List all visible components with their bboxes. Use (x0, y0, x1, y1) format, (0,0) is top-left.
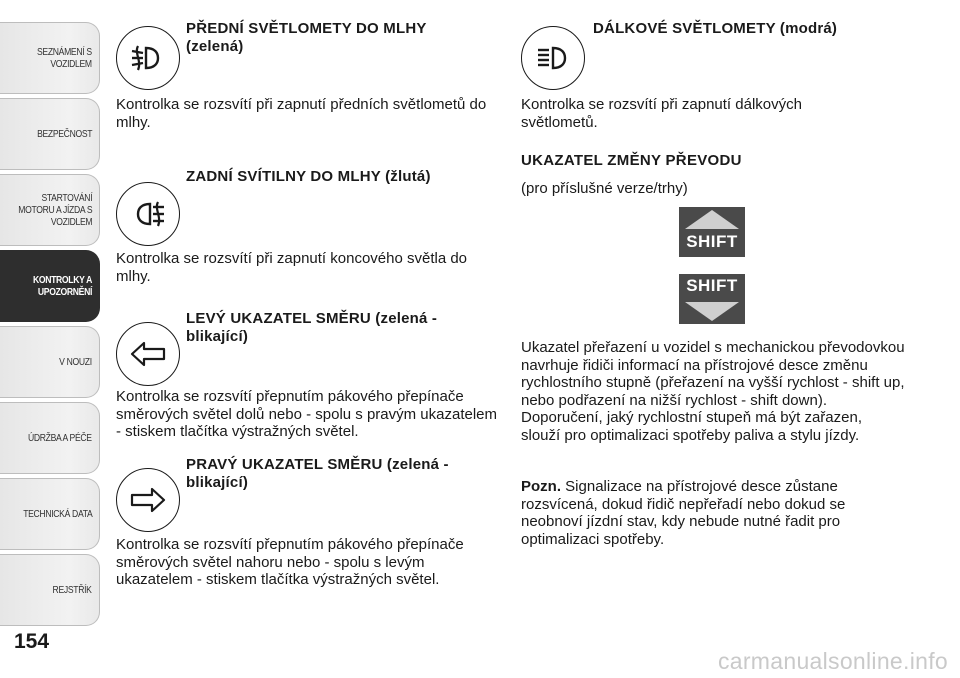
shift-down-arrow-icon (679, 300, 745, 322)
gear-shift-heading: UKAZATEL ZMĚNY PŘEVODU (521, 152, 742, 169)
front-fog-title: PŘEDNÍ SVĚTLOMETY DO MLHY (186, 20, 427, 37)
tab-v-nouzi[interactable]: V NOUZI (0, 326, 100, 398)
shift-down-indicator (679, 274, 745, 324)
rear-fog-lamp-icon (116, 182, 180, 246)
right-turn-title: PRAVÝ UKAZATEL SMĚRU (186, 456, 383, 473)
right-arrow-icon (116, 468, 180, 532)
tab-seznameni[interactable]: SEZNÁMENÍ S VOZIDLEM (0, 22, 100, 94)
tab-kontrolky-active[interactable]: KONTROLKY A UPOZORNĚNÍ (0, 250, 100, 322)
watermark: carmanualsonline.info (717, 648, 948, 674)
gear-shift-note: (pro příslušné verze/trhy) (521, 180, 688, 197)
pozn-paragraph (521, 478, 905, 548)
left-turn-color: (zelená - blikající) (186, 310, 438, 345)
pozn-text: Signalizace na přístrojové desce zůstane rozsvícená, dokud řidič nepřeřadí nebo dokud se neobnoví jízdní stav, kdy nebude nutné řadit pro optimalizaci spotřeby. (521, 478, 846, 548)
shift-up-label: SHIFT (686, 232, 738, 251)
high-beam-color: (modrá) (779, 20, 838, 37)
left-turn-title: LEVÝ UKAZATEL SMĚRU (186, 310, 371, 327)
front-fog-text: Kontrolka se rozsvítí při zapnutí předních světlometů do mlhy. (116, 96, 487, 131)
tab-bezpecnost[interactable]: BEZPEČNOST (0, 98, 100, 170)
high-beam-text: Kontrolka se rozsvítí při zapnutí dálkových světlometů. (521, 96, 802, 131)
left-arrow-icon (116, 322, 180, 386)
right-turn-entry (116, 456, 502, 600)
high-beam-title: DÁLKOVÉ SVĚTLOMETY (593, 20, 776, 37)
right-turn-text: Kontrolka se rozsvítí přepnutím pákového přepínače směrových světel nahoru nebo - spolu s levým ukazatelem - stiskem tlačítka výstražných světel. (116, 536, 464, 588)
rear-fog-color: (žlutá) (385, 168, 431, 185)
rear-fog-title: ZADNÍ SVÍTILNY DO MLHY (186, 168, 381, 185)
shift-down-label: SHIFT (686, 276, 738, 295)
gear-shift-text: Ukazatel přeřazení u vozidel s mechanickou převodovkou navrhuje řidiči informací na přístrojové desce změnu rychlostního stupně (přeřazení na vyšší rychlost - shift up, nebo podřazení na nižší rychlost - shift down). Doporučení, jaký rychlostní stupeň má být zařazen, slouží pro optimalizaci spotřeby paliva a stylu jízdy. (521, 339, 905, 444)
tab-technicka-data[interactable]: TECHNICKÁ DATA (0, 478, 100, 550)
high-beam-icon (521, 26, 585, 90)
tab-rejstrik[interactable]: REJSTŘÍK (0, 554, 100, 626)
left-column (116, 16, 502, 600)
rear-fog-entry (116, 168, 502, 314)
tab-udrzba[interactable]: ÚDRŽBA A PÉČE (0, 402, 100, 474)
front-fog-color: (zelená) (186, 37, 244, 55)
left-turn-entry (116, 310, 502, 460)
pozn-label: Pozn. (521, 478, 561, 495)
rear-fog-text: Kontrolka se rozsvítí při zapnutí koncového světla do mlhy. (116, 250, 468, 285)
left-turn-text: Kontrolka se rozsvítí přepnutím pákového přepínače směrových světel dolů nebo - spolu s pravým ukazatelem - stiskem tlačítka výstražných světel. (116, 388, 498, 440)
front-fog-entry (116, 16, 502, 178)
shift-up-indicator (679, 207, 745, 257)
shift-up-arrow-icon (679, 209, 745, 231)
front-fog-lamp-icon (116, 26, 180, 90)
right-turn-color: (zelená - blikající) (186, 456, 449, 491)
tab-startovani[interactable]: STARTOVÁNÍ MOTORU A JÍZDA S VOZIDLEM (0, 174, 100, 246)
page-number: 154 (14, 630, 50, 653)
